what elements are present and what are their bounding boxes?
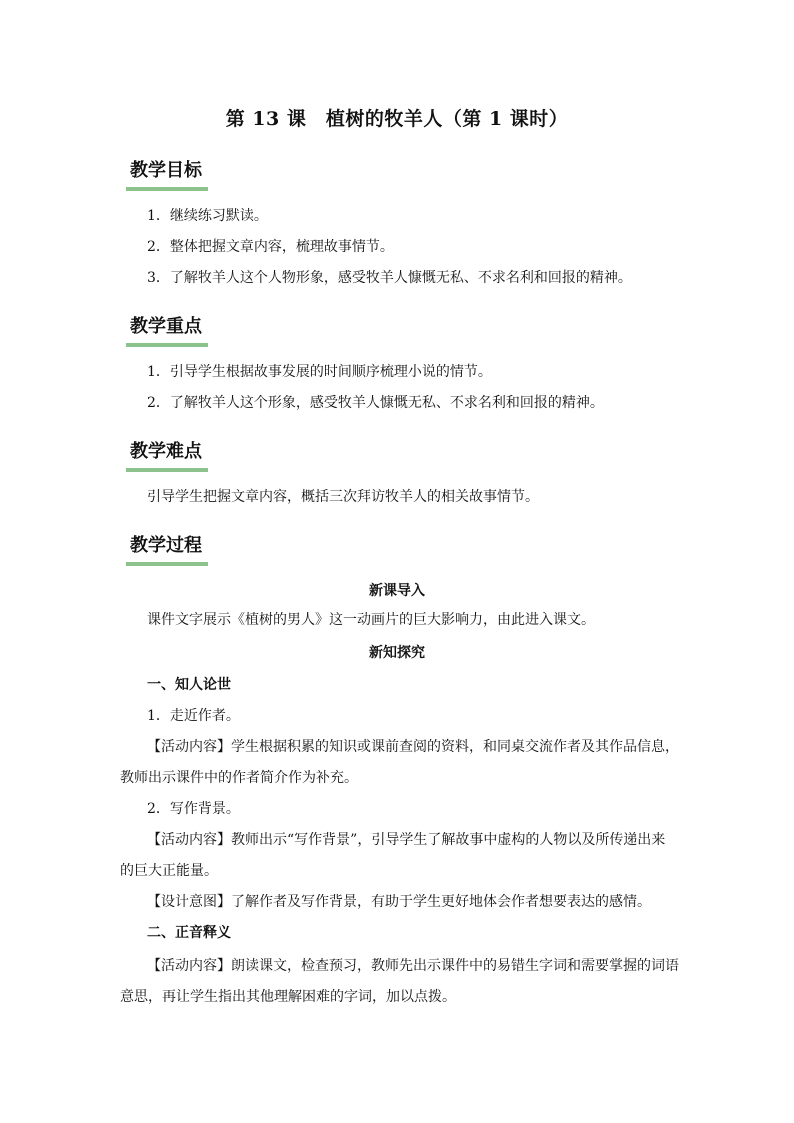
activity3-line1: 【活动内容】朗读课文，检查预习，教师先出示课件中的易错生字词和需要掌握的词语 (147, 958, 679, 974)
goal-item-3: 3．了解牧羊人这个人物形象，感受牧羊人慷慨无私、不求名利和回报的精神。 (147, 270, 632, 286)
activity1-line1: 【活动内容】学生根据积累的知识或课前查阅的资料，和同桌交流作者及其作品信息， (147, 739, 679, 755)
goal-item-1: 1．继续练习默读。 (147, 208, 268, 224)
part2-title: 二、正音释义 (147, 925, 231, 941)
activity2-line1: 【活动内容】教师出示“写作背景”，引导学生了解故事中虚构的人物以及所传递出来 (147, 832, 666, 848)
goal-item-2: 2．整体把握文章内容，梳理故事情节。 (147, 239, 394, 255)
difficulty-text: 引导学生把握文章内容，概括三次拜访牧羊人的相关故事情节。 (147, 489, 539, 505)
section-heading-difficulties: 教学难点 (126, 439, 208, 472)
subheading-explore: 新知探究 (369, 645, 425, 661)
activity1-line2: 教师出示课件中的作者简介作为补充。 (120, 770, 358, 786)
design-intent-text: 【设计意图】了解作者及写作背景，有助于学生更好地体会作者想要表达的感情。 (147, 894, 651, 910)
section-heading-key-points: 教学重点 (126, 314, 208, 347)
section-heading-goals: 教学目标 (126, 158, 208, 191)
step2-text: 2．写作背景。 (147, 801, 240, 817)
key-point-item-1: 1．引导学生根据故事发展的时间顺序梳理小说的情节。 (147, 364, 492, 380)
activity2-line2: 的巨大正能量。 (120, 863, 218, 879)
section-heading-process: 教学过程 (126, 533, 208, 566)
activity3-line2: 意思，再让学生指出其他理解困难的字词，加以点拨。 (120, 989, 456, 1005)
intro-text: 课件文字展示《植树的男人》这一动画片的巨大影响力，由此进入课文。 (147, 612, 595, 628)
subheading-intro: 新课导入 (369, 583, 425, 599)
key-point-item-2: 2．了解牧羊人这个形象，感受牧羊人慷慨无私、不求名利和回报的精神。 (147, 395, 604, 411)
part1-title: 一、知人论世 (147, 677, 231, 693)
step1-text: 1．走近作者。 (147, 708, 240, 724)
lesson-title: 第 13 课 植树的牧羊人（第 1 课时） (225, 108, 569, 130)
